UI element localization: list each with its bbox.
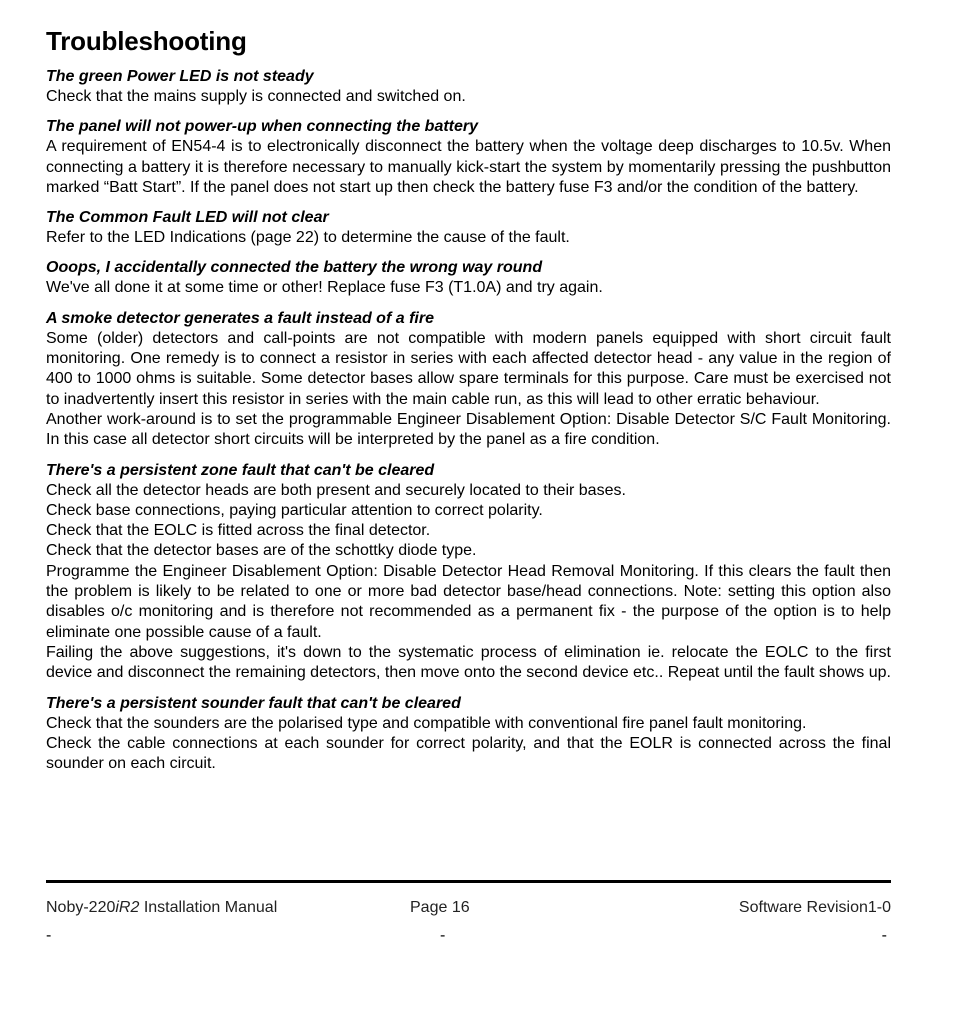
section: [46, 67, 891, 107]
footer-model: Noby-220: [46, 899, 116, 916]
section-heading: There's a persistent zone fault that can't be cleared: [46, 461, 435, 479]
section-paragraph: We've all done it at some time or other! Replace fuse F3 (T1.0A) and try again.: [46, 279, 603, 297]
footer-page-number: Page 16: [410, 899, 470, 916]
footer-software-revision: Software Revision1-0: [738, 899, 891, 916]
section-paragraph: Another work-around is to set the programmable Engineer Disablement Option: Disable Detector S/C Fault Monitoring. In this case all detector short circuits will be interpreted by the panel as a fire condition.: [46, 410, 891, 449]
section-paragraph: Check the cable connections at each sounder for correct polarity, and that the EOLR is connected across the final sounder on each circuit.: [46, 734, 891, 773]
section: [46, 694, 891, 775]
footer-dash-left: -: [46, 927, 52, 944]
section-paragraph: Check that the mains supply is connected and switched on.: [46, 88, 466, 105]
section-paragraph: Failing the above suggestions, it's down to the systematic process of elimination ie. relocate the EOLC to the first device and disconnect the remaining detectors, then move onto the second device etc.. Repeat until the fault shows up.: [46, 643, 891, 682]
section-heading: The green Power LED is not steady: [46, 68, 314, 85]
section-paragraph: Check base connections, paying particular attention to correct polarity.: [46, 501, 543, 519]
sections-container: [46, 67, 891, 774]
footer-dash-center: -: [440, 927, 446, 944]
footer-model-suffix: iR2: [115, 899, 140, 916]
section-paragraph: A requirement of EN54-4 is to electronically disconnect the battery when the voltage deep discharges to 10.5v. When connecting a battery it is therefore necessary to manually kick-start the system by momentarily pressing the pushbutton marked “Batt Start”. If the panel does not start up then check the battery fuse F3 and/or the condition of the battery.: [46, 138, 891, 196]
footer-manual-title: [46, 898, 277, 918]
section-paragraph: Programme the Engineer Disablement Option: Disable Detector Head Removal Monitoring. If this clears the fault then the problem is likely to be related to one or more bad detector base/head connections. Note: setting this option also disables o/c monitoring and is therefore not recommended as a permanent fix - the purpose of the option is to help eliminate one possible cause of a fault.: [46, 562, 891, 641]
section-paragraph: Check that the EOLC is fitted across the final detector.: [46, 522, 431, 540]
section: [46, 117, 891, 198]
section-paragraph: Some (older) detectors and call-points are not compatible with modern panels equipped with short circuit fault monitoring. One remedy is to connect a resistor in series with each affected detector head - any value in the region of 400 to 1000 ohms is suitable. Some detector bases allow spare terminals for this purpose. Care must be exercised not to inadvertently insert this resistor in series with the main cable run, as this will lead to other erratic behaviour.: [46, 329, 891, 408]
section-paragraph: Check that the detector bases are of the schottky diode type.: [46, 542, 477, 560]
section-heading: The Common Fault LED will not clear: [46, 209, 329, 227]
footer-doc-name: Installation Manual: [139, 899, 278, 916]
section-heading: Ooops, I accidentally connected the battery the wrong way round: [46, 259, 543, 277]
section-paragraph: Refer to the LED Indications (page 22) to determine the cause of the fault.: [46, 229, 570, 247]
section-paragraph: Check that the sounders are the polarised type and compatible with conventional fire panel fault monitoring.: [46, 714, 807, 732]
footer-dash-right: -: [881, 927, 887, 944]
section: [46, 461, 891, 684]
page-content: [46, 24, 891, 784]
section-heading: A smoke detector generates a fault instead of a fire: [46, 309, 434, 327]
section: [46, 208, 891, 248]
page-title: Troubleshooting: [46, 26, 247, 56]
section: [46, 309, 891, 451]
section-heading: The panel will not power-up when connecting the battery: [46, 118, 479, 136]
section-paragraph: Check all the detector heads are both present and securely located to their bases.: [46, 481, 626, 499]
footer-rule: [46, 880, 891, 883]
section-heading: There's a persistent sounder fault that can't be cleared: [46, 694, 461, 712]
section: [46, 258, 891, 298]
